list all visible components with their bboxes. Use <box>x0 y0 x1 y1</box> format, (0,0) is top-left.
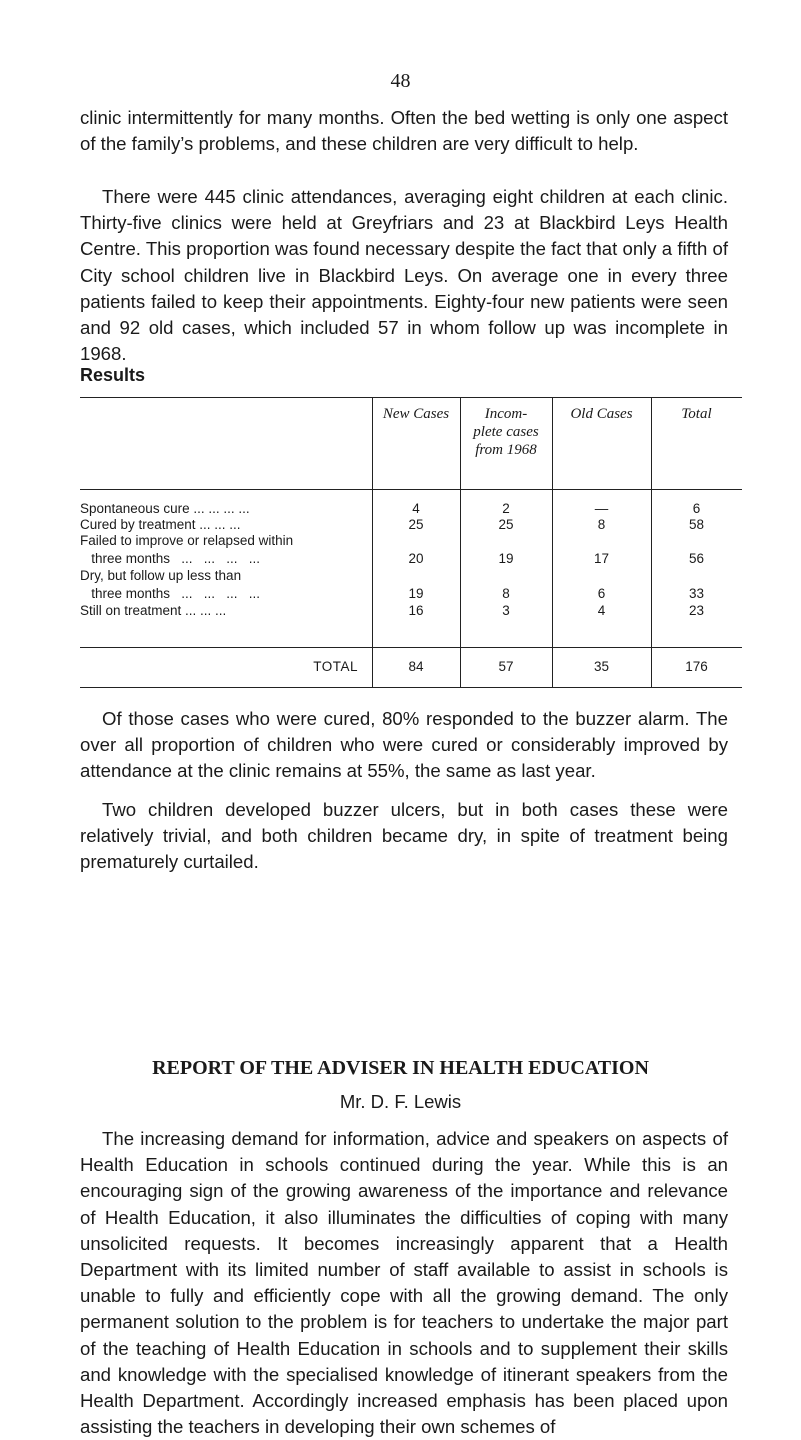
table-header-rule <box>80 489 742 490</box>
row-label-failed-to-improve: Failed to improve or relapsed within <box>80 533 294 548</box>
table-cell-total: 35 <box>593 659 610 674</box>
table-cell: 4 <box>412 501 420 516</box>
table-cell: 25 <box>408 517 424 532</box>
table-cell: 2 <box>502 501 510 516</box>
table-cell: 20 <box>408 551 424 566</box>
table-column-rule <box>651 397 652 687</box>
table-cell: 16 <box>408 603 424 618</box>
paragraph-buzzer-alarm: Of those cases who were cured, 80% responded to the buzzer alarm. The over all proportion of children who were cured or considerably improved by attendance at the clinic remains at 55%, the same as last year. <box>80 708 728 782</box>
table-column-rule <box>372 397 373 687</box>
table-cell: — <box>594 501 609 516</box>
table-cell-total: 57 <box>498 659 514 674</box>
author-name: Mr. D. F. Lewis <box>339 1091 462 1112</box>
column-header-old-cases: Old Cases <box>570 406 633 422</box>
table-cell: 56 <box>688 551 705 566</box>
table-cell: 3 <box>502 603 510 618</box>
table-column-rule <box>552 397 553 687</box>
table-total-rule-top <box>80 647 742 648</box>
table-cell: 8 <box>502 586 510 601</box>
section-title: REPORT OF THE ADVISER IN HEALTH EDUCATION <box>152 1057 649 1079</box>
table-bottom-rule <box>80 687 742 688</box>
table-cell: 23 <box>688 603 705 618</box>
row-label-still-on-treatment: Still on treatment ... ... ... <box>80 603 227 618</box>
row-label-dry-follow-up: Dry, but follow up less than <box>80 568 242 583</box>
table-cell: 19 <box>408 586 424 601</box>
table-cell: 25 <box>498 517 514 532</box>
table-top-rule <box>80 397 742 398</box>
paragraph-buzzer-ulcers: Two children developed buzzer ulcers, but in both cases these were relatively trivial, and both children became dry, in spite of treatment being prematurely curtailed. <box>80 799 728 873</box>
table-cell: 4 <box>597 603 606 618</box>
results-heading: Results <box>80 365 146 385</box>
row-label-spontaneous-cure: Spontaneous cure ... ... ... ... <box>80 501 250 516</box>
column-header-incomplete: Incom- plete cases from 1968 <box>473 406 539 458</box>
table-cell-total: 176 <box>685 659 708 674</box>
table-cell: 17 <box>593 551 610 566</box>
row-label-dry-follow-up-cont: three months ... ... ... ... <box>80 586 261 601</box>
row-label-total: TOTAL <box>313 659 358 674</box>
paragraph-health-education: The increasing demand for information, advice and speakers on aspects of Health Education in schools continued during the year. While this is an encouraging sign of the growing awareness of the importance and relevance of Health Education, it also illuminates the difficulties of coping with many unsolicited requests. It becomes increasingly apparent that a Health Department with its limited number of staff available to assist in schools is unable to fully and efficiently cope with all the growing demand. The only permanent solution to the problem is for teachers to undertake the major part of the teaching of Health Education in schools and to supplement their skills and knowledge with the specialised knowledge of itinerant speakers from the Health Department. Accordingly increased emphasis has been placed upon assisting the teachers in developing their own schemes of <box>80 1128 728 1438</box>
row-label-cured-by-treatment: Cured by treatment ... ... ... <box>80 517 241 532</box>
table-cell: 6 <box>597 586 606 601</box>
page-number: 48 <box>390 70 411 92</box>
paragraph-clinic-attendances: There were 445 clinic attendances, averaging eight children at each clinic. Thirty-five clinics were held at Greyfriars and 23 at Blackbird Leys Health Centre. This proportion was found necessary despite the fact that only a fifth of City school children live in Blackbird Leys. On average one in every three patients failed to keep their appointments. Eighty-four new patients were seen and 92 old cases, which included 57 in whom follow up was incomplete in 1968. <box>80 186 728 365</box>
column-header-total: Total <box>681 406 712 422</box>
row-label-failed-to-improve-cont: three months ... ... ... ... <box>80 551 261 566</box>
paragraph-continuation: clinic intermittently for many months. Often the bed wetting is only one aspect of the family’s problems, and these children are very difficult to help. <box>80 107 728 155</box>
table-cell: 58 <box>688 517 705 532</box>
table-cell-total: 84 <box>408 659 424 674</box>
results-table <box>80 397 742 687</box>
column-header-new-cases: New Cases <box>382 406 450 422</box>
table-cell: 33 <box>688 586 705 601</box>
table-cell: 8 <box>597 517 606 532</box>
table-cell: 6 <box>692 501 701 516</box>
table-cell: 19 <box>498 551 514 566</box>
